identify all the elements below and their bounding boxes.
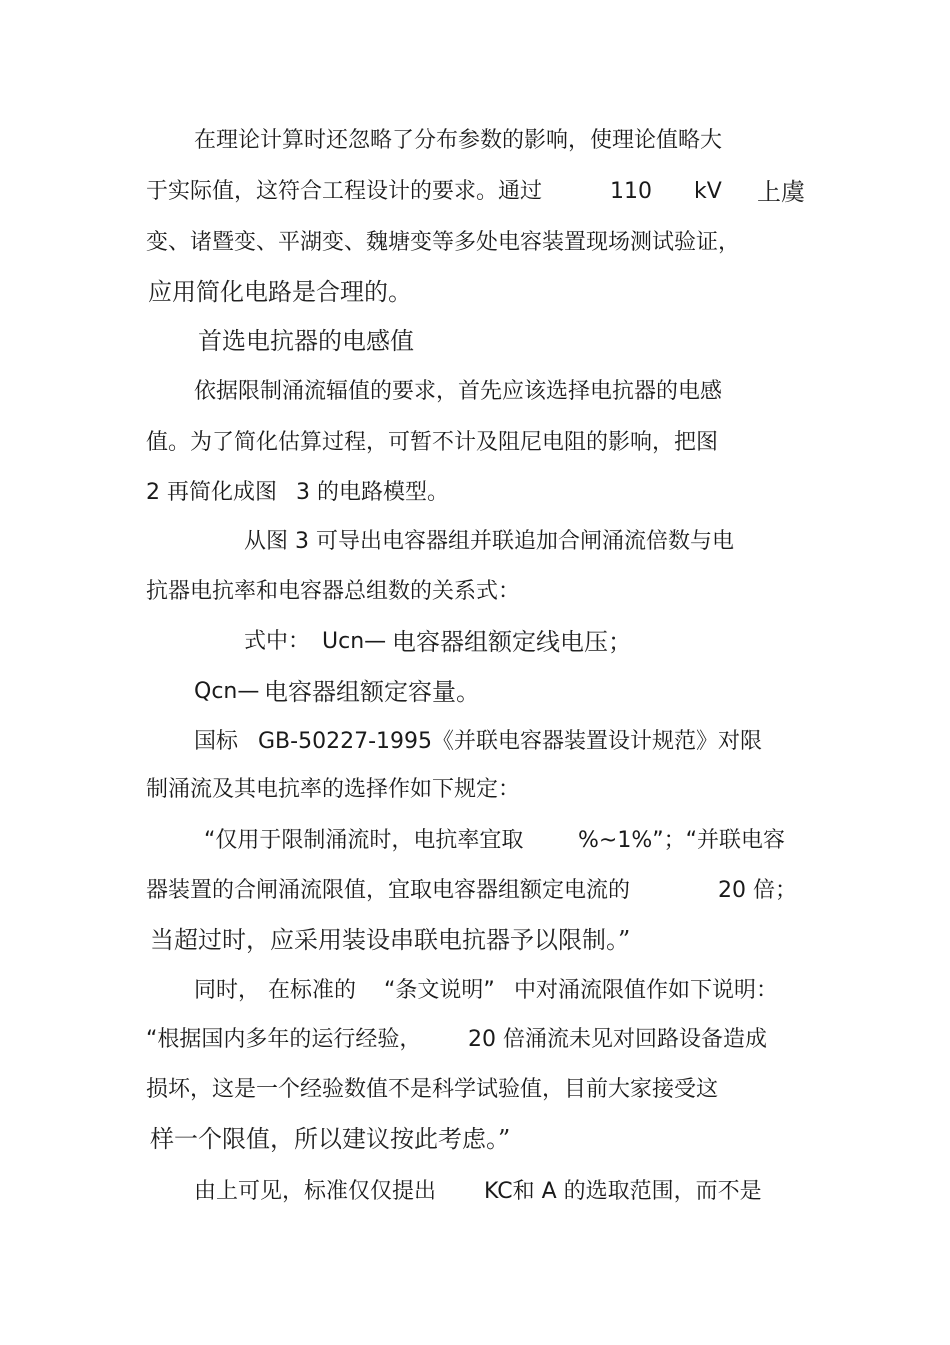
paragraph-text: 由上可见，标准仅仅提出 [194,1179,437,1204]
paragraph-text: 值。为了简化估算过程，可暂不计及阻尼电阻的影响，把图 [146,430,719,455]
section-heading-text: 首选电抗器的电感值 [198,327,414,355]
paragraph-text: 在标准的 [268,978,357,1003]
paragraph-text: 抗器电抗率和电容器总组数的关系式： [146,579,521,604]
paragraph-text: 2 再简化成图 [146,480,277,505]
paragraph-text: 中对涌流限值作如下说明： [514,978,779,1003]
quote-text: 器装置的合闸涌流限值，宜取电容器组额定电流的 [146,878,631,903]
paragraph-text: 同时， [194,978,261,1003]
voltage-unit: kV [694,179,722,204]
paragraph-text: 3 的电路模型。 [296,480,449,505]
paragraph-text: 于实际值，这符合工程设计的要求。通过 [146,179,543,204]
quote-text: 当超过时，应采用装设串联电抗器予以限制。” [150,926,631,954]
paragraph-text: KC和 A 的选取范围，而不是 [484,1179,762,1204]
quote-text: 20 倍涌流未见对回路设备造成 [468,1027,767,1052]
variable-description: 电容器组额定线电压； [392,628,632,656]
variable-symbol: Qcn— [194,679,260,704]
paragraph-text: “条文说明” [384,978,495,1003]
voltage-value: 110 [610,179,652,204]
quote-text: %~1%”；“并联电容 [578,828,786,853]
standard-reference: GB-50227-1995《并联电容器装置设计规范》对限 [258,729,762,754]
paragraph-text: 上虞 [757,178,805,206]
paragraph-text: 变、诸暨变、平湖变、魏塘变等多处电容装置现场测试验证， [146,230,741,255]
paragraph-text: 应用简化电路是合理的。 [148,278,412,306]
paragraph-text: 制涌流及其电抗率的选择作如下规定： [146,777,521,802]
quote-text: 损坏，这是一个经验数值不是科学试验值，目前大家接受这 [146,1077,719,1102]
variable-description: 电容器组额定容量。 [264,678,480,706]
variable-symbol: Ucn— [322,629,387,654]
quote-text: 20 倍； [718,878,797,903]
quote-text: 样一个限值，所以建议按此考虑。” [150,1125,511,1153]
quote-text: “根据国内多年的运行经验， [146,1027,422,1052]
paragraph-text: 从图 3 可导出电容器组并联追加合闸涌流倍数与电 [244,529,734,554]
paragraph-text: 依据限制涌流辐值的要求，首先应该选择电抗器的电感 [194,379,723,404]
paragraph-text: 在理论计算时还忽略了分布参数的影响，使理论值略大 [194,128,723,153]
paragraph-text: 国标 [194,729,239,754]
paragraph-text: 式中： [244,629,311,654]
quote-text: “仅用于限制涌流时，电抗率宜取 [204,828,524,853]
